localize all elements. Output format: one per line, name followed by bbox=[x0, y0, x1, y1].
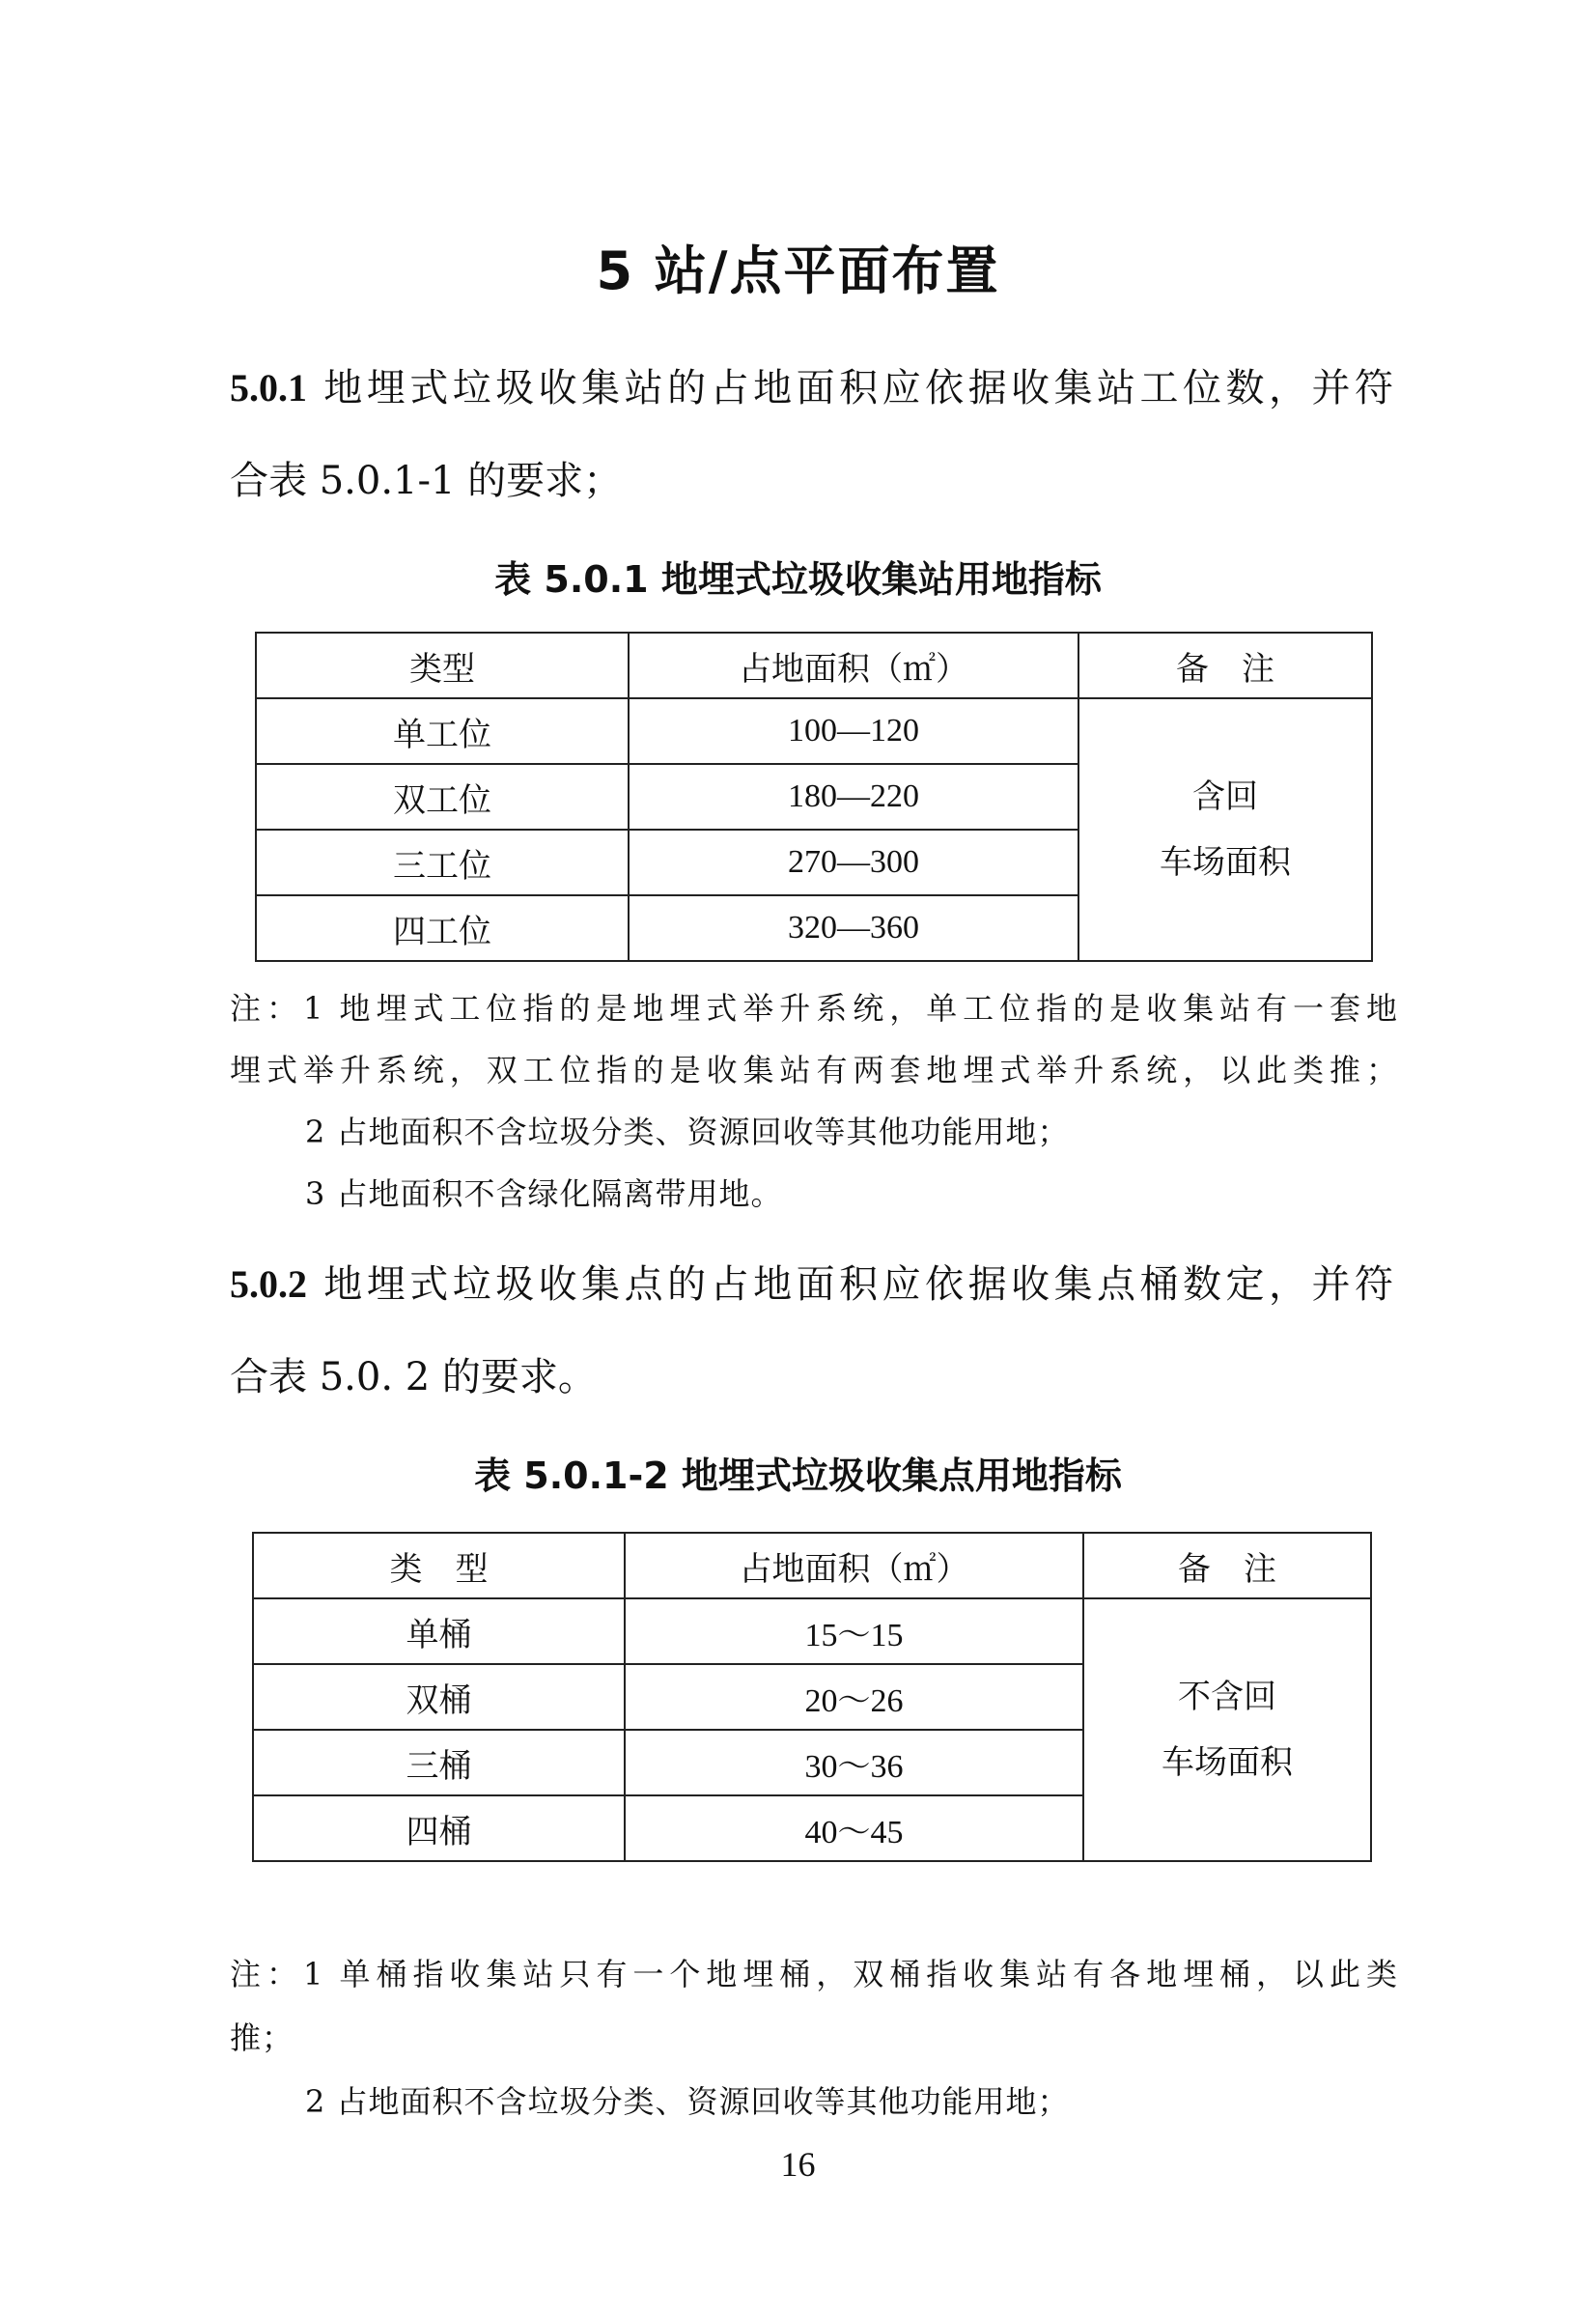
cell-type: 四工位 bbox=[256, 895, 629, 961]
cell-area: 30～36 bbox=[625, 1730, 1083, 1795]
header-remark: 备 注 bbox=[1083, 1533, 1371, 1598]
header-area: 占地面积（㎡） bbox=[629, 633, 1078, 698]
cell-remark bbox=[1078, 698, 1372, 961]
table-1-note-1-line-2: 埋式举升系统，双工位指的是收集站有两套地埋式举升系统，以此类推； bbox=[230, 1052, 1398, 1088]
remark-line: 车场面积 bbox=[1160, 843, 1291, 882]
cell-area: 40～45 bbox=[625, 1795, 1083, 1861]
cell-type: 双工位 bbox=[256, 764, 629, 830]
page-number: 16 bbox=[780, 2145, 816, 2184]
clause-5-0-1-line-1 bbox=[230, 365, 1393, 411]
cell-area: 15～15 bbox=[625, 1598, 1083, 1664]
remark-line: 不含回 bbox=[1178, 1678, 1276, 1716]
table-row bbox=[253, 1598, 1371, 1664]
cell-type: 单桶 bbox=[253, 1598, 625, 1664]
cell-remark bbox=[1083, 1598, 1371, 1861]
cell-type: 三桶 bbox=[253, 1730, 625, 1795]
clause-text: 地埋式垃圾收集点的占地面积应依据收集点桶数定，并符 bbox=[323, 1262, 1394, 1307]
remark-line: 车场面积 bbox=[1162, 1743, 1293, 1782]
clause-number: 5.0.1 bbox=[230, 366, 307, 410]
cell-area: 270—300 bbox=[629, 830, 1078, 895]
clause-number: 5.0.2 bbox=[230, 1262, 307, 1306]
table-header-row bbox=[253, 1533, 1371, 1598]
header-type: 类型 bbox=[256, 633, 629, 698]
header-remark: 备 注 bbox=[1078, 633, 1372, 698]
cell-area: 20～26 bbox=[625, 1664, 1083, 1730]
remark-line: 含回 bbox=[1192, 777, 1258, 816]
table-row bbox=[256, 698, 1372, 764]
header-type: 类 型 bbox=[253, 1533, 625, 1598]
cell-area: 180—220 bbox=[629, 764, 1078, 830]
table-1-note-2: 2 占地面积不含垃圾分类、资源回收等其他功能用地； bbox=[305, 1114, 1070, 1150]
clause-5-0-1-line-2: 合表 5.0.1-1 的要求； bbox=[230, 459, 623, 503]
table-1 bbox=[255, 632, 1373, 962]
cell-type: 单工位 bbox=[256, 698, 629, 764]
table-1-note-1-line-1: 注：1 地埋式工位指的是地埋式举升系统，单工位指的是收集站有一套地 bbox=[230, 990, 1398, 1027]
table-header-row bbox=[256, 633, 1372, 698]
table-2-note-2: 2 占地面积不含垃圾分类、资源回收等其他功能用地； bbox=[305, 2083, 1070, 2120]
table-2 bbox=[252, 1532, 1372, 1862]
chapter-title: 5 站/点平面布置 bbox=[596, 240, 1000, 301]
cell-type: 四桶 bbox=[253, 1795, 625, 1861]
table-1-caption: 表 5.0.1 地埋式垃圾收集站用地指标 bbox=[494, 558, 1102, 601]
table-2-note-1-line-2: 推； bbox=[230, 2019, 294, 2056]
clause-5-0-2-line-1 bbox=[230, 1261, 1393, 1308]
cell-type: 双桶 bbox=[253, 1664, 625, 1730]
clause-5-0-2-line-2: 合表 5.0. 2 的要求。 bbox=[230, 1355, 597, 1399]
table-2-note-1-line-1: 注：1 单桶指收集站只有一个地埋桶，双桶指收集站有各地埋桶，以此类 bbox=[230, 1956, 1398, 1992]
cell-area: 100—120 bbox=[629, 698, 1078, 764]
table-2-caption: 表 5.0.1-2 地埋式垃圾收集点用地指标 bbox=[474, 1455, 1122, 1497]
table-1-note-3: 3 占地面积不含绿化隔离带用地。 bbox=[305, 1175, 783, 1212]
header-area: 占地面积（㎡） bbox=[625, 1533, 1083, 1598]
cell-type: 三工位 bbox=[256, 830, 629, 895]
clause-text: 地埋式垃圾收集站的占地面积应依据收集站工位数，并符 bbox=[323, 366, 1394, 410]
cell-area: 320—360 bbox=[629, 895, 1078, 961]
